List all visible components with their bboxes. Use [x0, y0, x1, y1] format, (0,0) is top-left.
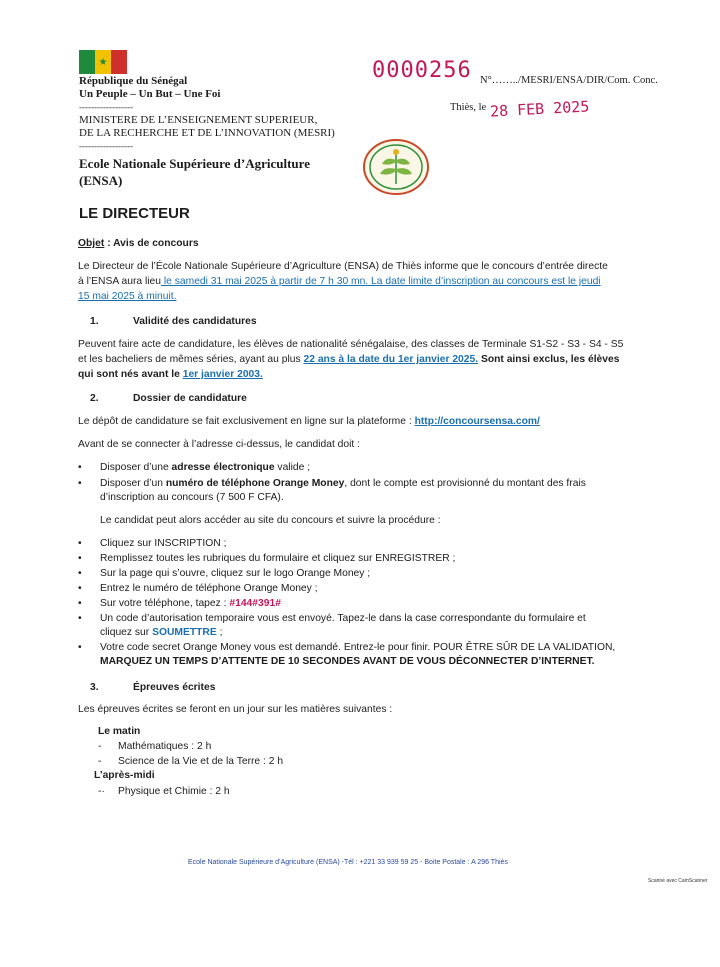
list-item: • Votre code secret Orange Money vous est demandé. Entrez-le pour finir. POUR ÊTRE SÛR DE LA VALIDATION, MARQUEZ UN TEMPS D’ATTENTE DE 10 SECONDES AVANT DE VOUS DÉCONNECTER D’INTERNET.	[78, 642, 616, 667]
subject-physics: Physique et Chimie : 2 h	[118, 786, 230, 797]
list-item: • Disposer d’un numéro de téléphone Orange Money, dont le compte est provisionné du montant des frais d’inscription au concours (7 500 F CFA).	[78, 478, 586, 503]
item-text: Entrez le numéro de téléphone Orange Money ;	[100, 583, 318, 594]
exam-date-link: le samedi 31 mai 2025 à partir de 7 h 30 mn. La date limite d’inscription au concours est le jeudi	[161, 276, 601, 287]
section-3-line-1: Les épreuves écrites se feront en un jour sur les matières suivantes :	[78, 704, 393, 715]
divider: ------------------	[79, 102, 133, 112]
item-text: d’inscription au concours (7 500 F CFA).	[100, 492, 284, 503]
item-text: cliquez sur	[100, 627, 153, 638]
birth-date-limit: 1er janvier 2003.	[182, 369, 263, 380]
ministry-line-2: DE LA RECHERCHE ET DE L’INNOVATION (MESRI)	[79, 127, 335, 139]
intro-line-3	[78, 290, 176, 304]
item-text: Cliquez sur INSCRIPTION ;	[100, 538, 227, 549]
stamp-number: 0000256	[372, 58, 472, 83]
section-1-title: Validité des candidatures	[133, 316, 257, 327]
section-1-line-1: Peuvent faire acte de candidature, les élèves de nationalité sénégalaise, des classes de Terminale S1-S2 - S3 - S4 - S5	[78, 339, 624, 350]
senegal-flag	[79, 50, 127, 74]
scanner-watermark: Scanné avec CamScanner	[648, 878, 708, 884]
list-item: - Science de la Vie et de la Terre : 2 h	[98, 756, 284, 767]
subject-svt: Science de la Vie et de la Terre : 2 h	[118, 756, 284, 767]
list-item: -· Physique et Chimie : 2 h	[98, 786, 230, 797]
school-acronym: (ENSA)	[79, 173, 123, 188]
item-text: ;	[216, 627, 223, 638]
republic-label: République du Sénégal	[79, 75, 188, 87]
section-3-number: 3.	[90, 682, 99, 693]
list-item: • Entrez le numéro de téléphone Orange Money ;	[78, 582, 678, 596]
intro-text: à l’ENSA aura lieu	[78, 276, 161, 287]
list-item: • Remplissez toutes les rubriques du formulaire et cliquez sur ENREGISTRER ;	[78, 552, 678, 566]
exclusion-text: Sont ainsi exclus, les élèves	[478, 354, 620, 365]
age-limit: 22 ans à la date du 1er janvier 2025.	[303, 354, 479, 365]
school-name: Ecole Nationale Supérieure d’Agriculture	[79, 156, 310, 171]
list-item: • Sur votre téléphone, tapez : #144#391#	[78, 598, 281, 609]
item-text: Remplissez toutes les rubriques du formulaire et cliquez sur ENREGISTRER ;	[100, 553, 456, 564]
section-1-text: et les bacheliers de mêmes séries, ayant au plus	[78, 354, 304, 365]
submit-keyword: SOUMETTRE	[152, 627, 217, 638]
date-stamp: 28 FEB 2025	[489, 97, 590, 121]
ministry-line-1: MINISTERE DE L’ENSEIGNEMENT SUPERIEUR,	[79, 114, 318, 126]
subject-math: Mathématiques : 2 h	[118, 741, 212, 752]
page-title: LE DIRECTEUR	[79, 205, 190, 222]
section-2-number: 2.	[90, 393, 99, 404]
section-2-line-1	[78, 415, 540, 429]
section-2-text: Le dépôt de candidature se fait exclusivement en ligne sur la plateforme :	[78, 416, 415, 427]
intro-line-2	[78, 275, 601, 289]
list-item: • Un code d’autorisation temporaire vous est envoyé. Tapez-le dans la case correspondante du formulaire et cliquez sur SOUMETTRE ;	[78, 613, 586, 638]
section-3-title: Épreuves écrites	[133, 682, 216, 693]
divider: ------------------	[79, 141, 133, 151]
ussd-code: #144#391#	[229, 598, 281, 609]
ensa-logo	[362, 138, 430, 196]
section-1-text: qui sont nés avant le	[78, 369, 183, 380]
list-item: • Sur la page qui s’ouvre, cliquez sur le logo Orange Money ;	[78, 567, 678, 581]
item-emphasis: MARQUEZ UN TEMPS D’ATTENTE DE 10 SECONDES AVANT DE VOUS DÉCONNECTER D’INTERNET.	[100, 656, 595, 667]
objet-text: : Avis de concours	[104, 238, 199, 249]
section-2-title: Dossier de candidature	[133, 393, 247, 404]
footer-address: Ecole Nationale Supérieure d’Agriculture (ENSA) -Tél : +221 33 939 59 25 - Boite Postale : A 296 Thiès	[188, 859, 508, 866]
list-item: - Mathématiques : 2 h	[98, 741, 212, 752]
item-emphasis: adresse électronique	[171, 462, 275, 473]
item-emphasis: numéro de téléphone Orange Money	[165, 478, 345, 489]
place-label: Thiès, le	[450, 102, 487, 113]
item-text: , dont le compte est provisionné du montant des frais	[344, 478, 586, 489]
star-icon: ★	[95, 50, 111, 74]
item-text: Votre code secret Orange Money vous est demandé. Entrez-le pour finir. POUR ÊTRE SÛR DE LA VALIDATION,	[100, 642, 616, 653]
section-2-line-2: Avant de se connecter à l’adresse ci-dessus, le candidat doit :	[78, 439, 360, 450]
section-1-line-3	[78, 368, 263, 382]
list-item: • Disposer d’une adresse électronique valide ;	[78, 462, 311, 473]
procedure-intro: Le candidat peut alors accéder au site du concours et suivre la procédure :	[100, 515, 441, 526]
section-1-number: 1.	[90, 316, 99, 327]
item-text: Sur votre téléphone, tapez :	[100, 598, 230, 609]
item-text: valide ;	[274, 462, 311, 473]
motto: Un Peuple – Un But – Une Foi	[79, 88, 221, 100]
section-1-line-2	[78, 353, 619, 367]
morning-label: Le matin	[98, 726, 141, 737]
reference-number: N°……../MESRI/ENSA/DIR/Com. Conc.	[480, 75, 658, 86]
list-item: • Cliquez sur INSCRIPTION ;	[78, 537, 678, 551]
platform-link[interactable]: http://concoursensa.com/	[414, 416, 540, 427]
deadline-text: 15 mai 2025 à minuit.	[78, 291, 177, 302]
item-text: Sur la page qui s’ouvre, cliquez sur le logo Orange Money ;	[100, 568, 371, 579]
item-text: Disposer d’un	[100, 478, 166, 489]
intro-line-1: Le Directeur de l’École Nationale Supérieure d’Agriculture (ENSA) de Thiès informe que le concours d’entrée directe	[78, 261, 608, 272]
item-text: Disposer d’une	[100, 462, 172, 473]
afternoon-label: L’après-midi	[94, 770, 155, 781]
item-text: Un code d’autorisation temporaire vous est envoyé. Tapez-le dans la case correspondante du formulaire et	[100, 613, 586, 624]
objet-label: Objet	[78, 238, 105, 249]
objet-line	[78, 237, 199, 251]
